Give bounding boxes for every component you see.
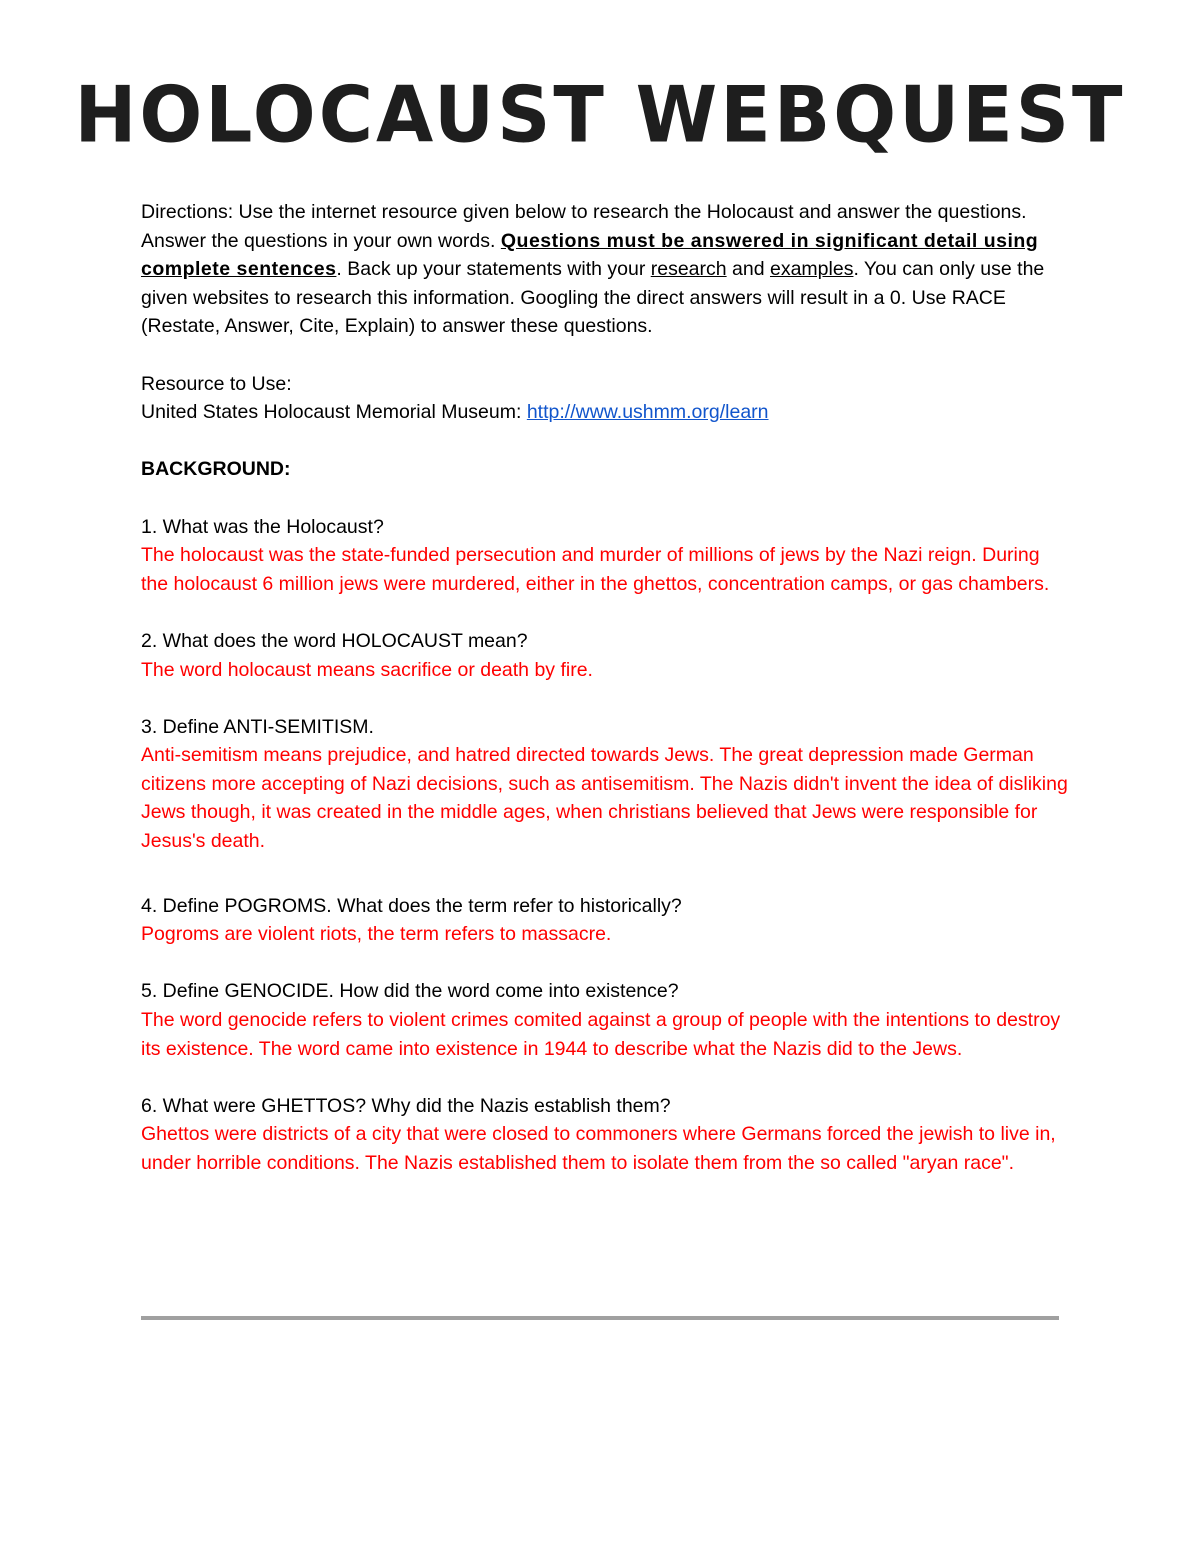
directions-emphasis: Questions must be answered in significant detail using complete sentences xyxy=(141,229,1039,281)
answer-6: Ghettos were districts of a city that were closed to commoners where Germans forced the jewish to live in, under horrible conditions. The Nazis established them to isolate them from the so called "aryan race". xyxy=(141,1123,1056,1174)
document-body xyxy=(141,198,1071,1178)
directions-examples: examples xyxy=(769,258,854,281)
question-2: 2. What does the word HOLOCAUST mean? xyxy=(141,629,528,652)
directions-paragraph xyxy=(141,198,1071,341)
question-5: 5. Define GENOCIDE. How did the word come into existence? xyxy=(141,980,679,1003)
directions-and: and xyxy=(726,258,770,281)
answer-3: Anti-semitism means prejudice, and hatred directed towards Jews. The great depression made German citizens more accepting of Nazi decisions, such as antisemitism. The Nazis didn't invent the idea of disliking Jews though, it was created in the middle ages, when christians believed that Jews were responsible for Jesus's death. xyxy=(141,744,1068,853)
question-4: 4. Define POGROMS. What does the term refer to historically? xyxy=(141,894,682,917)
directions-text-2: . Back up your statements with your xyxy=(336,258,651,281)
resource-label: Resource to Use: xyxy=(141,372,292,395)
answer-4: Pogroms are violent riots, the term refers to massacre. xyxy=(141,923,612,946)
horizontal-rule xyxy=(141,1316,1059,1320)
question-3: 3. Define ANTI-SEMITISM. xyxy=(141,715,374,738)
resource-prefix: United States Holocaust Memorial Museum: xyxy=(141,401,527,424)
answer-1: The holocaust was the state-funded persecution and murder of millions of jews by the Nazi reign. During the holocaust 6 million jews were murdered, either in the ghettos, concentration camps, or gas chambers. xyxy=(141,544,1050,595)
answer-5: The word genocide refers to violent crimes comited against a group of people with the intentions to destroy its existence. The word came into existence in 1944 to describe what the Nazis did to the Jews. xyxy=(141,1009,1061,1060)
directions-research: research xyxy=(650,258,727,281)
directions-text-1: Directions: Use the internet resource given below to research the Holocaust and answer the questions. Answer the questions in your own words. xyxy=(141,201,1027,252)
page-title: HOLOCAUST WEBQUEST xyxy=(74,69,1126,161)
resource-link[interactable]: http://www.ushmm.org/learn xyxy=(526,401,769,424)
answer-2: The word holocaust means sacrifice or death by fire. xyxy=(141,658,593,681)
section-heading: BACKGROUND: xyxy=(141,458,291,481)
resource-line xyxy=(141,398,1071,427)
directions-text-3: . You can only use the given websites to research this information. Googling the direct answers will result in a 0. Use RACE (Restate, Answer, Cite, Explain) to answer these questions. xyxy=(141,258,1045,338)
question-6: 6. What were GHETTOS? Why did the Nazis establish them? xyxy=(141,1094,671,1117)
question-1: 1. What was the Holocaust? xyxy=(141,515,384,538)
